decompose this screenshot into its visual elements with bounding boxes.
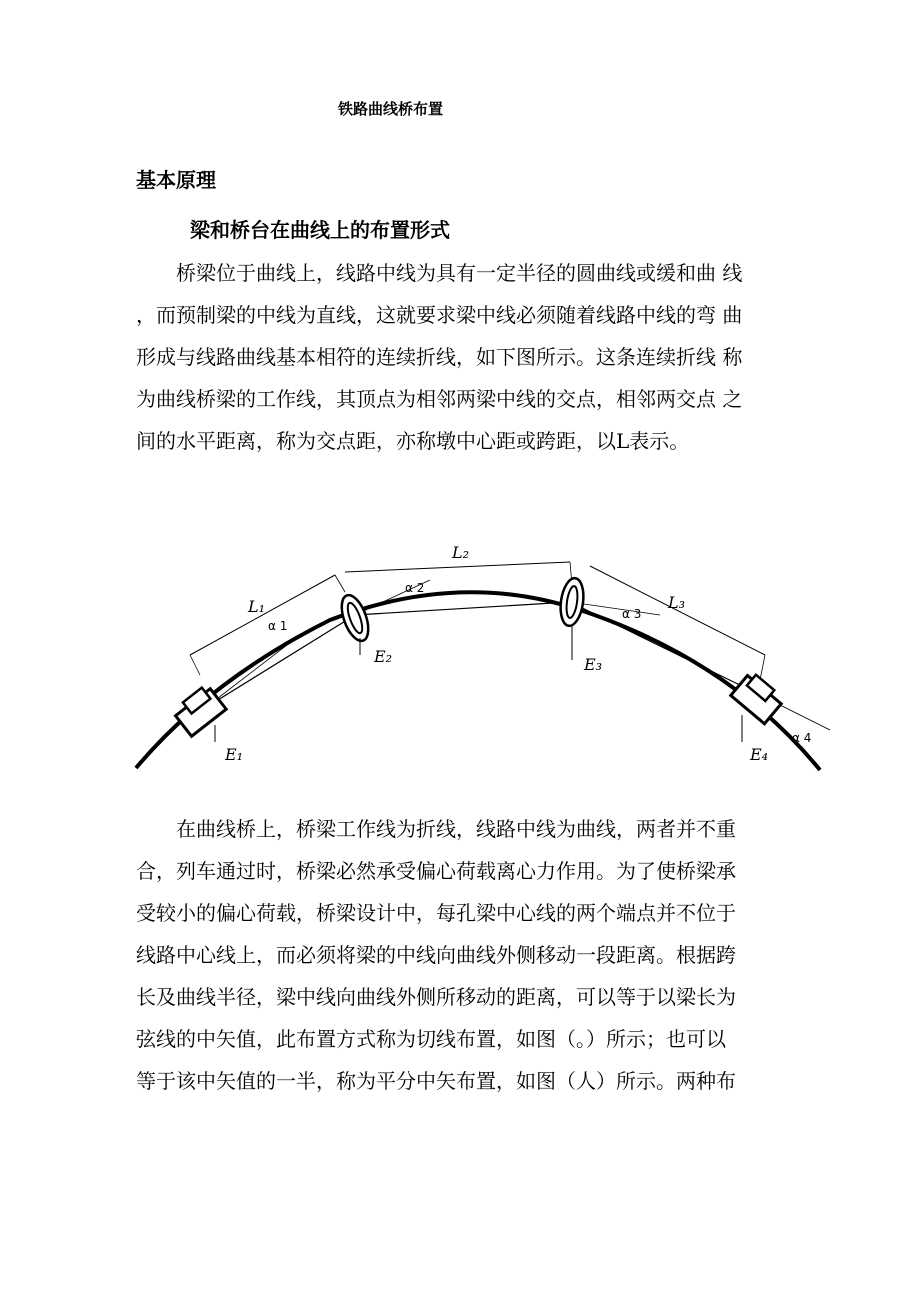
beam-working-line	[205, 602, 750, 708]
label-L2: L₂	[452, 543, 470, 562]
label-alpha3: α 3	[622, 607, 642, 621]
label-E4: E₄	[750, 745, 769, 764]
paragraph-line: 在曲线桥上，桥梁工作线为折线，线路中线为曲线，两者并不重	[176, 817, 736, 841]
paragraph-line: 形成与线路曲线基本相符的连续折线，如下图所示。这条连续折线 称	[136, 345, 743, 369]
paragraph-line: 桥梁位于曲线上，线路中线为具有一定半径的圆曲线或缓和曲 线	[176, 261, 743, 285]
curved-bridge-diagram	[130, 530, 830, 780]
paragraph-line: 合，列车通过时，桥梁必然承受偏心荷载离心力作用。为了使桥梁承	[136, 859, 736, 883]
label-E3: E₃	[584, 655, 603, 674]
paragraph-2	[136, 808, 796, 1102]
label-E1: E₁	[225, 745, 244, 764]
abutment-E4	[731, 671, 785, 724]
pier-E2	[336, 592, 373, 645]
label-alpha4: α 4	[792, 731, 812, 745]
paragraph-line: 长及曲线半径，梁中线向曲线外侧所移动的距离，可以等于以梁长为	[136, 985, 736, 1009]
label-E2: E₂	[374, 647, 393, 666]
paragraph-line: ，而预制梁的中线为直线，这就要求梁中线必须随着线路中线的弯 曲	[136, 303, 743, 327]
pier-E3	[558, 577, 586, 628]
paragraph-line: 间的水平距离，称为交点距，亦称墩中心距或跨距，以L表示。	[136, 429, 690, 453]
document-title: 铁路曲线桥布置	[338, 100, 444, 118]
track-centerline-curve	[136, 592, 820, 770]
paragraph-line: 等于该中矢值的一半，称为平分中矢布置，如图（人）所示。两种布	[136, 1069, 736, 1093]
dim-line-L2	[345, 562, 570, 572]
paragraph-1	[136, 252, 796, 462]
angle-ref-line-1	[205, 635, 300, 708]
paragraph-line: 受较小的偏心荷载，桥梁设计中，每孔梁中心线的两个端点并不位于	[136, 901, 736, 925]
sub-heading: 梁和桥台在曲线上的布置形式	[190, 218, 450, 242]
label-alpha1: α 1	[268, 619, 288, 633]
label-L3: L₃	[668, 593, 686, 612]
section-heading: 基本原理	[136, 168, 216, 192]
paragraph-line: 弦线的中矢值，此布置方式称为切线布置，如图（。）所示；也可以	[136, 1027, 726, 1051]
bridge-layout-figure	[130, 530, 830, 780]
label-L1: L₁	[248, 597, 266, 616]
paragraph-line: 线路中心线上，而必须将梁的中线向曲线外侧移动一段距离。根据跨	[136, 943, 736, 967]
paragraph-line: 为曲线桥梁的工作线，其顶点为相邻两梁中线的交点，相邻两交点 之	[136, 387, 743, 411]
label-alpha2: α 2	[405, 581, 425, 595]
